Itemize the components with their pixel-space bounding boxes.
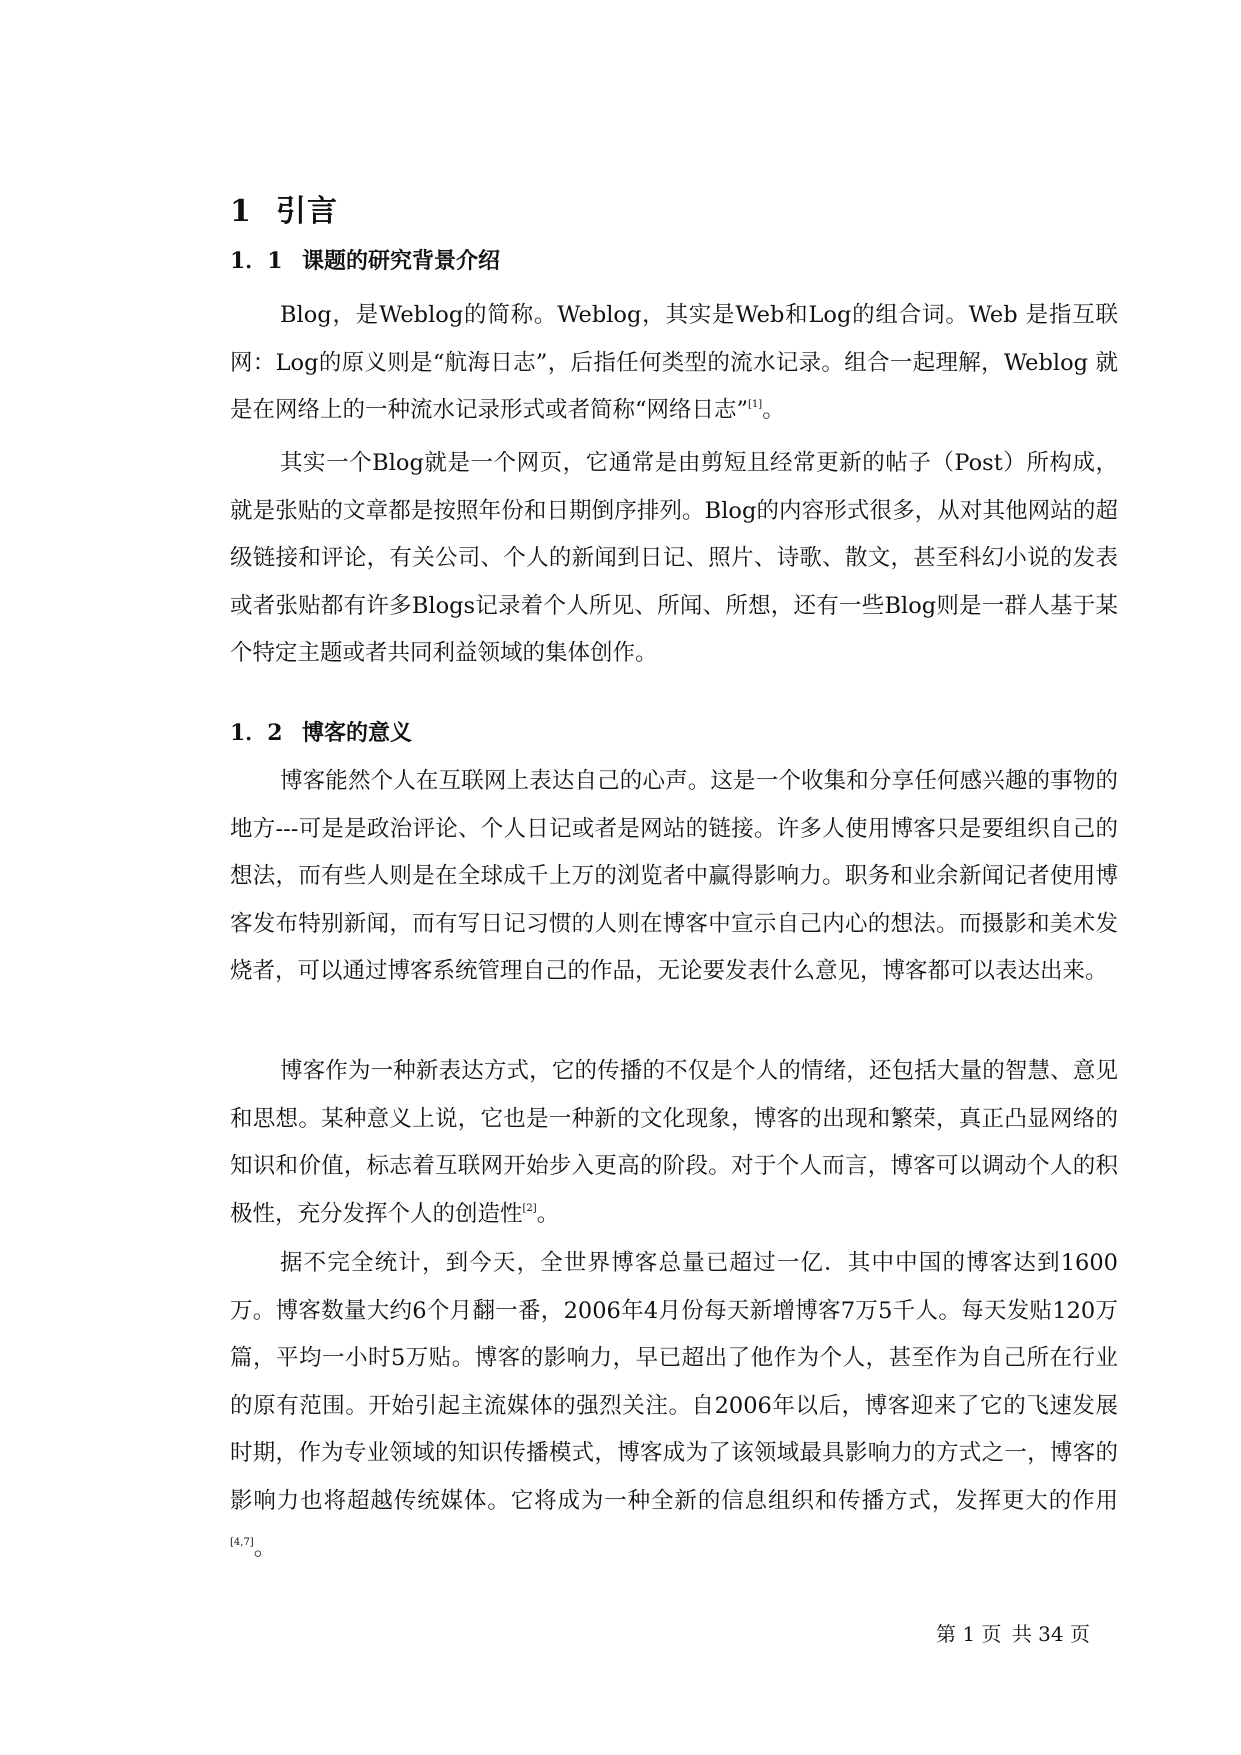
citation: [4,7] — [230, 1537, 254, 1548]
page-footer — [934, 1618, 1092, 1647]
page-number: 第 1 页 — [936, 1622, 1002, 1646]
section-title: 课题的研究背景介绍 — [302, 249, 501, 274]
paragraph: Blog，是Weblog的简称。Weblog，其实是Web和Log的组合词。Web 是指互联网：Log的原义则是“航海日志”，后指任何类型的流水记录。组合一起理解，Weblog 就是在网络上的一种流水记录形式或者简称“网络日志”[1]。 — [230, 302, 1118, 423]
section-heading — [230, 716, 412, 747]
section-heading — [230, 244, 500, 275]
chapter-number: 1 — [230, 194, 252, 229]
paragraph: 博客作为一种新表达方式，它的传播的不仅是个人的情绪，还包括大量的智慧、意见和思想。某种意义上说，它也是一种新的文化现象，博客的出现和繁荣，真正凸显网络的知识和价值，标志着互联网开始步入更高的阶段。对于个人而言，博客可以调动个人的积极性，充分发挥个人的创造性[2]。 — [230, 1058, 1118, 1227]
citation: [2] — [522, 1202, 537, 1214]
section-number: 1．2 — [230, 720, 283, 746]
page-total: 共 34 页 — [1011, 1622, 1090, 1646]
chapter-title: 引言 — [276, 194, 338, 229]
chapter-heading — [230, 186, 338, 230]
paragraph: 据不完全统计，到今天，全世界博客总量已超过一亿．其中中国的博客达到1600万。博客数量大约6个月翻一番，2006年4月份每天新增博客7万5千人。每天发贴120万篇，平均一小时5万贴。博客的影响力，早已超出了他作为个人，甚至作为自己所在行业的原有范围。开始引起主流媒体的强烈关注。自2006年以后，博客迎来了它的飞速发展时期，作为专业领域的知识传播模式，博客成为了该领域最具影响力的方式之一，博客的影响力也将超越传统媒体。它将成为一种全新的信息组织和传播方式，发挥更大的作用[4,7]。 — [230, 1250, 1118, 1561]
section-title: 博客的意义 — [302, 721, 413, 746]
section-number: 1．1 — [230, 248, 283, 274]
paragraph: 博客能然个人在互联网上表达自己的心声。这是一个收集和分享任何感兴趣的事物的地方---可是是政治评论、个人日记或者是网站的链接。许多人使用博客只是要组织自己的想法，而有些人则是在全球成千上万的浏览者中赢得影响力。职务和业余新闻记者使用博客发布特别新闻，而有写日记习惯的人则在博客中宣示自己内心的想法。而摄影和美术发烧者，可以通过博客系统管理自己的作品，无论要发表什么意见，博客都可以表达出来。 — [230, 768, 1118, 984]
citation: [1] — [748, 399, 763, 410]
paragraph: 其实一个Blog就是一个网页，它通常是由剪短且经常更新的帖子（Post）所构成，就是张贴的文章都是按照年份和日期倒序排列。Blog的内容形式很多，从对其他网站的超级链接和评论，有关公司、个人的新闻到日记、照片、诗歌、散文，甚至科幻小说的发表或者张贴都有许多Blogs记录着个人所见、所闻、所想，还有一些Blog则是一群人基于某个特定主题或者共同利益领域的集体创作。 — [230, 450, 1118, 666]
